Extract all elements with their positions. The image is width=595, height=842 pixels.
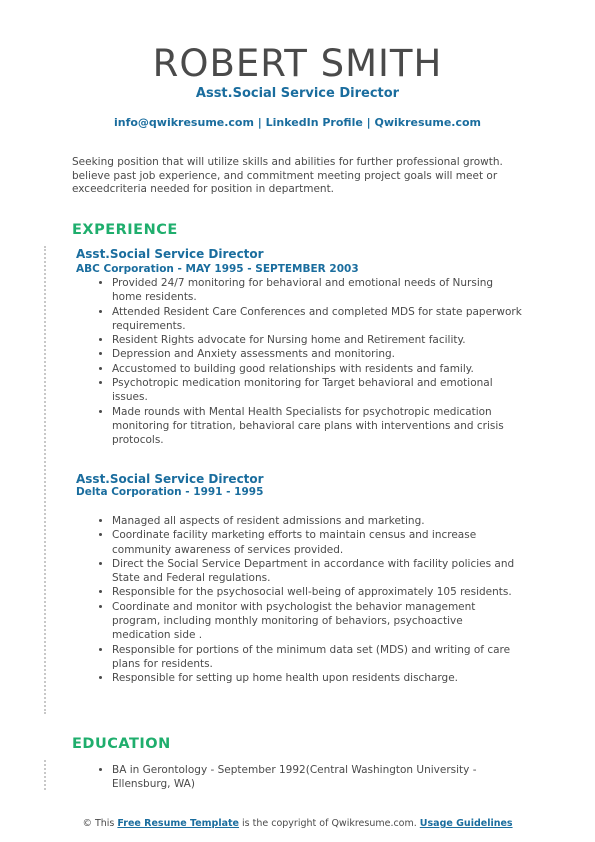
job-bullet: • Attended Resident Care Conferences and completed MDS for state paperwork requirements. [112, 305, 522, 334]
job-bullet: • Resident Rights advocate for Nursing home and Retirement facility. [112, 333, 522, 347]
job-bullet: • Accustomed to building good relationships with residents and family. [112, 362, 522, 376]
education-list [96, 763, 522, 792]
job-bullet: • Depression and Anxiety assessments and monitoring. [112, 347, 522, 361]
website-link[interactable]: Qwikresume.com [374, 116, 482, 129]
job-bullets [96, 514, 522, 686]
contact-separator: | [253, 116, 266, 129]
footer-prefix: © This [82, 818, 118, 829]
education-heading: EDUCATION [72, 736, 171, 752]
education-item: • BA in Gerontology - September 1992(Central Washington University - Ellensburg, WA) [112, 763, 522, 792]
candidate-title: Asst.Social Service Director [195, 86, 400, 101]
job-title: Asst.Social Service Director [76, 247, 264, 261]
usage-guidelines-link[interactable]: Usage Guidelines [419, 818, 513, 829]
job-bullet: • Coordinate facility marketing efforts to maintain census and increase community awareness of services provided. [112, 528, 522, 557]
job-bullet: • Coordinate and monitor with psychologist the behavior management program, including monthly monitoring of behaviors, psychoactive medication side . [112, 600, 522, 643]
job-bullet: • Responsible for portions of the minimum data set (MDS) and writing of care plans for residents. [112, 643, 522, 672]
job-title: Asst.Social Service Director [76, 472, 264, 486]
job-bullets [96, 276, 522, 448]
job-bullet: • Direct the Social Service Department in accordance with facility policies and State and Federal regulations. [112, 557, 522, 586]
linkedin-link[interactable]: LinkedIn Profile [265, 116, 363, 129]
job-bullet: • Made rounds with Mental Health Specialists for psychotropic medication monitoring for titration, behavioral care plans with interventions and crisis protocols. [112, 405, 522, 448]
footer-copyright: is the copyright of Qwikresume.com. [239, 818, 420, 829]
job-bullet: • Provided 24/7 monitoring for behavioral and emotional needs of Nursing home residents. [112, 276, 522, 305]
footer [0, 818, 595, 830]
job-bullet: • Managed all aspects of resident admissions and marketing. [112, 514, 522, 528]
education-divider [44, 760, 46, 790]
summary-text: Seeking position that will utilize skills and abilities for further professional growth. believe past job experience, and commitment meeting project goals will meet or exceedcriteria needed for position in department. [72, 156, 503, 196]
job-bullet: • Responsible for setting up home health upon residents discharge. [112, 671, 522, 685]
experience-heading: EXPERIENCE [72, 222, 178, 238]
contact-separator: | [362, 116, 375, 129]
job-bullet: • Psychotropic medication monitoring for Target behavioral and emotional issues. [112, 376, 522, 405]
email-link[interactable]: info@qwikresume.com [113, 116, 254, 129]
candidate-name: ROBERT SMITH [152, 42, 443, 85]
free-template-link[interactable]: Free Resume Template [117, 818, 239, 829]
experience-divider [44, 246, 46, 714]
job-org: ABC Corporation - MAY 1995 - SEPTEMBER 2003 [76, 263, 359, 275]
job-bullet: • Responsible for the psychosocial well-being of approximately 105 residents. [112, 585, 522, 599]
contact-line [0, 116, 595, 130]
job-org: Delta Corporation - 1991 - 1995 [76, 486, 264, 498]
